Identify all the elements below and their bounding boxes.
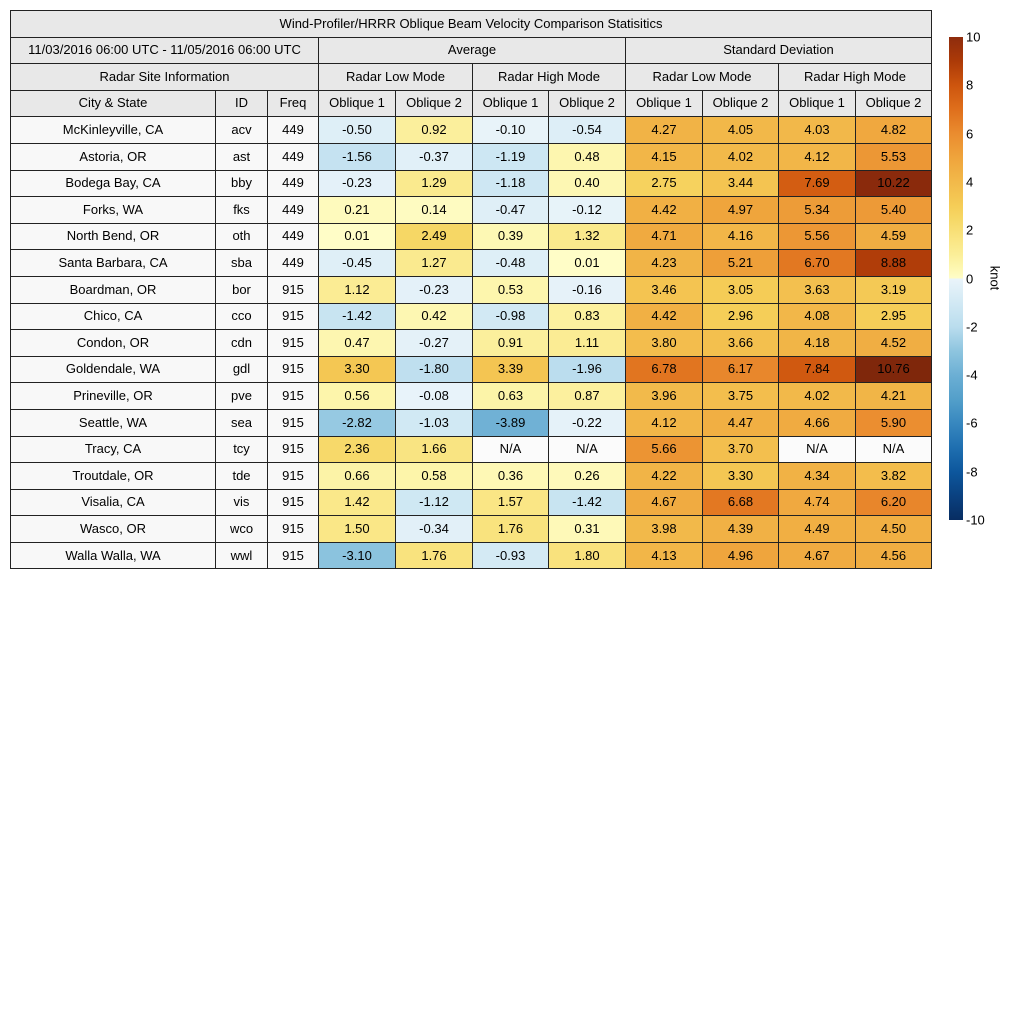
table-row bbox=[11, 436, 932, 463]
value-cell: 3.82 bbox=[856, 463, 932, 490]
value-cell: -0.27 bbox=[396, 330, 473, 357]
value-cell: 6.20 bbox=[856, 489, 932, 516]
table-row bbox=[11, 409, 932, 436]
cell-freq: 449 bbox=[268, 197, 319, 224]
cell-id: wwl bbox=[216, 542, 268, 569]
value-cell: 4.16 bbox=[703, 223, 779, 250]
value-cell: 3.30 bbox=[319, 356, 396, 383]
value-cell: 4.39 bbox=[703, 516, 779, 543]
cell-city: Chico, CA bbox=[11, 303, 216, 330]
value-cell: 0.66 bbox=[319, 463, 396, 490]
value-cell: 2.75 bbox=[626, 170, 703, 197]
value-cell: 4.42 bbox=[626, 303, 703, 330]
value-cell: 0.39 bbox=[473, 223, 549, 250]
value-cell: 1.66 bbox=[396, 436, 473, 463]
value-cell: 0.91 bbox=[473, 330, 549, 357]
value-cell: 0.42 bbox=[396, 303, 473, 330]
cell-city: North Bend, OR bbox=[11, 223, 216, 250]
value-cell: 4.03 bbox=[779, 117, 856, 144]
value-cell: -0.37 bbox=[396, 143, 473, 170]
value-cell: 4.49 bbox=[779, 516, 856, 543]
value-cell: -0.23 bbox=[396, 276, 473, 303]
cell-id: acv bbox=[216, 117, 268, 144]
cell-freq: 449 bbox=[268, 223, 319, 250]
cell-id: sea bbox=[216, 409, 268, 436]
value-cell: 0.21 bbox=[319, 197, 396, 224]
value-cell: 4.23 bbox=[626, 250, 703, 277]
value-cell: 3.46 bbox=[626, 276, 703, 303]
value-cell: 0.31 bbox=[549, 516, 626, 543]
cell-freq: 915 bbox=[268, 516, 319, 543]
cell-freq: 449 bbox=[268, 170, 319, 197]
cell-freq: 915 bbox=[268, 409, 319, 436]
value-cell: 3.66 bbox=[703, 330, 779, 357]
col-header-oblique2: Oblique 2 bbox=[396, 90, 473, 117]
value-cell: 4.96 bbox=[703, 542, 779, 569]
value-cell: 0.40 bbox=[549, 170, 626, 197]
table-row bbox=[11, 356, 932, 383]
value-cell: 4.05 bbox=[703, 117, 779, 144]
value-cell: 10.76 bbox=[856, 356, 932, 383]
value-cell: 1.80 bbox=[549, 542, 626, 569]
value-cell: 5.21 bbox=[703, 250, 779, 277]
value-cell: 0.36 bbox=[473, 463, 549, 490]
value-cell: -1.56 bbox=[319, 143, 396, 170]
table-row bbox=[11, 489, 932, 516]
date-range: 11/03/2016 06:00 UTC - 11/05/2016 06:00 UTC bbox=[11, 37, 319, 64]
value-cell: 4.18 bbox=[779, 330, 856, 357]
value-cell: 1.76 bbox=[473, 516, 549, 543]
value-cell: -1.96 bbox=[549, 356, 626, 383]
cell-id: pve bbox=[216, 383, 268, 410]
cell-freq: 449 bbox=[268, 143, 319, 170]
value-cell: 5.34 bbox=[779, 197, 856, 224]
value-cell: 0.53 bbox=[473, 276, 549, 303]
col-header-freq: Freq bbox=[268, 90, 319, 117]
col-header-id: ID bbox=[216, 90, 268, 117]
cell-id: ast bbox=[216, 143, 268, 170]
value-cell: 3.39 bbox=[473, 356, 549, 383]
cell-freq: 915 bbox=[268, 276, 319, 303]
cell-freq: 915 bbox=[268, 463, 319, 490]
table-row bbox=[11, 143, 932, 170]
cell-freq: 915 bbox=[268, 542, 319, 569]
value-cell: 4.27 bbox=[626, 117, 703, 144]
col-header-oblique1: Oblique 1 bbox=[626, 90, 703, 117]
cell-freq: 449 bbox=[268, 117, 319, 144]
cell-city: Forks, WA bbox=[11, 197, 216, 224]
value-cell: -1.42 bbox=[549, 489, 626, 516]
cell-city: Bodega Bay, CA bbox=[11, 170, 216, 197]
colorbar-tick-label: 6 bbox=[966, 126, 974, 142]
table-title: Wind-Profiler/HRRR Oblique Beam Velocity Comparison Statisitics bbox=[11, 11, 932, 38]
value-cell: 0.87 bbox=[549, 383, 626, 410]
cell-city: Goldendale, WA bbox=[11, 356, 216, 383]
value-cell: 3.30 bbox=[703, 463, 779, 490]
value-cell: -3.10 bbox=[319, 542, 396, 569]
colorbar-tick-label: 8 bbox=[966, 77, 974, 93]
value-cell: 4.42 bbox=[626, 197, 703, 224]
value-cell: 4.08 bbox=[779, 303, 856, 330]
value-cell: 4.21 bbox=[856, 383, 932, 410]
colorbar-tick-label: -8 bbox=[966, 464, 978, 480]
cell-freq: 915 bbox=[268, 436, 319, 463]
value-cell: -0.93 bbox=[473, 542, 549, 569]
value-cell: 4.59 bbox=[856, 223, 932, 250]
table-row bbox=[11, 250, 932, 277]
colorbar-tick-label: 10 bbox=[966, 29, 981, 45]
cell-city: McKinleyville, CA bbox=[11, 117, 216, 144]
cell-freq: 915 bbox=[268, 489, 319, 516]
cell-id: tcy bbox=[216, 436, 268, 463]
cell-freq: 915 bbox=[268, 383, 319, 410]
table-row bbox=[11, 542, 932, 569]
cell-freq: 449 bbox=[268, 250, 319, 277]
value-cell: 3.63 bbox=[779, 276, 856, 303]
value-cell: 2.96 bbox=[703, 303, 779, 330]
cell-id: fks bbox=[216, 197, 268, 224]
cell-city: Wasco, OR bbox=[11, 516, 216, 543]
value-cell: -0.12 bbox=[549, 197, 626, 224]
value-cell: 4.97 bbox=[703, 197, 779, 224]
value-cell: 4.67 bbox=[779, 542, 856, 569]
title-row bbox=[11, 11, 932, 38]
col-header-oblique2: Oblique 2 bbox=[856, 90, 932, 117]
value-cell: 4.12 bbox=[626, 409, 703, 436]
value-cell: 1.76 bbox=[396, 542, 473, 569]
value-cell: 1.27 bbox=[396, 250, 473, 277]
cell-id: wco bbox=[216, 516, 268, 543]
value-cell: -1.12 bbox=[396, 489, 473, 516]
value-cell: 0.01 bbox=[549, 250, 626, 277]
value-cell: 1.11 bbox=[549, 330, 626, 357]
value-cell: 6.17 bbox=[703, 356, 779, 383]
value-cell: -0.08 bbox=[396, 383, 473, 410]
value-cell: -0.48 bbox=[473, 250, 549, 277]
value-cell: 1.42 bbox=[319, 489, 396, 516]
cell-id: oth bbox=[216, 223, 268, 250]
colorbar-tick-label: 0 bbox=[966, 271, 974, 286]
value-cell: 1.12 bbox=[319, 276, 396, 303]
value-cell: 0.48 bbox=[549, 143, 626, 170]
value-cell: 3.19 bbox=[856, 276, 932, 303]
value-cell: 5.40 bbox=[856, 197, 932, 224]
table-row bbox=[11, 276, 932, 303]
value-cell: -2.82 bbox=[319, 409, 396, 436]
avg-low-mode-header: Radar Low Mode bbox=[319, 64, 473, 91]
value-cell: 0.63 bbox=[473, 383, 549, 410]
table-body bbox=[11, 117, 932, 569]
colorbar-tick-label: 2 bbox=[966, 222, 974, 238]
value-cell: 0.58 bbox=[396, 463, 473, 490]
value-cell: 3.98 bbox=[626, 516, 703, 543]
value-cell: -1.80 bbox=[396, 356, 473, 383]
col-header-oblique2: Oblique 2 bbox=[549, 90, 626, 117]
cell-city: Troutdale, OR bbox=[11, 463, 216, 490]
value-cell: 0.83 bbox=[549, 303, 626, 330]
mode-header-row bbox=[11, 64, 932, 91]
value-cell: 3.75 bbox=[703, 383, 779, 410]
value-cell: 5.53 bbox=[856, 143, 932, 170]
value-cell: 1.29 bbox=[396, 170, 473, 197]
colorbar bbox=[949, 37, 963, 520]
value-cell: 4.22 bbox=[626, 463, 703, 490]
value-cell: 4.71 bbox=[626, 223, 703, 250]
cell-city: Astoria, OR bbox=[11, 143, 216, 170]
table-row bbox=[11, 463, 932, 490]
value-cell: -0.54 bbox=[549, 117, 626, 144]
value-cell: 10.22 bbox=[856, 170, 932, 197]
value-cell: 4.56 bbox=[856, 542, 932, 569]
cell-id: bby bbox=[216, 170, 268, 197]
cell-city: Seattle, WA bbox=[11, 409, 216, 436]
value-cell: 6.68 bbox=[703, 489, 779, 516]
cell-freq: 915 bbox=[268, 330, 319, 357]
cell-freq: 915 bbox=[268, 356, 319, 383]
value-cell: 4.47 bbox=[703, 409, 779, 436]
value-cell: 4.02 bbox=[779, 383, 856, 410]
value-cell: 1.57 bbox=[473, 489, 549, 516]
value-cell: -0.47 bbox=[473, 197, 549, 224]
value-cell: 4.66 bbox=[779, 409, 856, 436]
stats-table bbox=[10, 10, 932, 569]
value-cell: -1.03 bbox=[396, 409, 473, 436]
value-cell: -0.34 bbox=[396, 516, 473, 543]
value-cell: 4.02 bbox=[703, 143, 779, 170]
value-cell: 4.12 bbox=[779, 143, 856, 170]
value-cell: 2.95 bbox=[856, 303, 932, 330]
table-row bbox=[11, 383, 932, 410]
value-cell: 5.56 bbox=[779, 223, 856, 250]
value-cell: 2.36 bbox=[319, 436, 396, 463]
std-high-mode-header: Radar High Mode bbox=[779, 64, 932, 91]
cell-city: Prineville, OR bbox=[11, 383, 216, 410]
value-cell: N/A bbox=[473, 436, 549, 463]
colorbar-tick-label: 4 bbox=[966, 174, 974, 190]
value-cell: 4.50 bbox=[856, 516, 932, 543]
value-cell: 4.15 bbox=[626, 143, 703, 170]
value-cell: 4.34 bbox=[779, 463, 856, 490]
colorbar-tick-label: -2 bbox=[966, 319, 978, 335]
value-cell: -0.50 bbox=[319, 117, 396, 144]
value-cell: -0.22 bbox=[549, 409, 626, 436]
table-row bbox=[11, 170, 932, 197]
value-cell: 4.52 bbox=[856, 330, 932, 357]
value-cell: 0.56 bbox=[319, 383, 396, 410]
value-cell: 4.82 bbox=[856, 117, 932, 144]
value-cell: 3.96 bbox=[626, 383, 703, 410]
value-cell: 8.88 bbox=[856, 250, 932, 277]
value-cell: -0.16 bbox=[549, 276, 626, 303]
colorbar-tick-label: -4 bbox=[966, 367, 978, 383]
value-cell: N/A bbox=[856, 436, 932, 463]
cell-city: Walla Walla, WA bbox=[11, 542, 216, 569]
value-cell: 3.44 bbox=[703, 170, 779, 197]
value-cell: N/A bbox=[549, 436, 626, 463]
cell-id: vis bbox=[216, 489, 268, 516]
table-row bbox=[11, 516, 932, 543]
value-cell: -1.19 bbox=[473, 143, 549, 170]
value-cell: 0.26 bbox=[549, 463, 626, 490]
value-cell: 0.01 bbox=[319, 223, 396, 250]
colorbar-unit-label: knot bbox=[987, 265, 1003, 291]
value-cell: 2.49 bbox=[396, 223, 473, 250]
value-cell: -0.10 bbox=[473, 117, 549, 144]
col-header-oblique2: Oblique 2 bbox=[703, 90, 779, 117]
table-row bbox=[11, 303, 932, 330]
value-cell: 4.67 bbox=[626, 489, 703, 516]
cell-id: cco bbox=[216, 303, 268, 330]
value-cell: 7.69 bbox=[779, 170, 856, 197]
cell-city: Boardman, OR bbox=[11, 276, 216, 303]
group-header-standard-deviation: Standard Deviation bbox=[626, 37, 932, 64]
cell-id: bor bbox=[216, 276, 268, 303]
value-cell: 1.32 bbox=[549, 223, 626, 250]
cell-city: Tracy, CA bbox=[11, 436, 216, 463]
value-cell: -0.45 bbox=[319, 250, 396, 277]
col-header-oblique1: Oblique 1 bbox=[319, 90, 396, 117]
colorbar-tick-label: -6 bbox=[966, 415, 978, 431]
cell-city: Visalia, CA bbox=[11, 489, 216, 516]
value-cell: 4.13 bbox=[626, 542, 703, 569]
cell-city: Santa Barbara, CA bbox=[11, 250, 216, 277]
value-cell: 3.05 bbox=[703, 276, 779, 303]
column-header-row bbox=[11, 90, 932, 117]
value-cell: -0.23 bbox=[319, 170, 396, 197]
std-low-mode-header: Radar Low Mode bbox=[626, 64, 779, 91]
value-cell: -1.18 bbox=[473, 170, 549, 197]
cell-city: Condon, OR bbox=[11, 330, 216, 357]
value-cell: 5.90 bbox=[856, 409, 932, 436]
value-cell: 1.50 bbox=[319, 516, 396, 543]
value-cell: 0.47 bbox=[319, 330, 396, 357]
value-cell: 3.80 bbox=[626, 330, 703, 357]
value-cell: 6.78 bbox=[626, 356, 703, 383]
cell-id: tde bbox=[216, 463, 268, 490]
value-cell: 0.92 bbox=[396, 117, 473, 144]
col-header-oblique1: Oblique 1 bbox=[473, 90, 549, 117]
group-header-average: Average bbox=[319, 37, 626, 64]
group-header-row bbox=[11, 37, 932, 64]
value-cell: 7.84 bbox=[779, 356, 856, 383]
cell-freq: 915 bbox=[268, 303, 319, 330]
value-cell: -3.89 bbox=[473, 409, 549, 436]
col-header-oblique1: Oblique 1 bbox=[779, 90, 856, 117]
value-cell: 3.70 bbox=[703, 436, 779, 463]
radar-site-information-header: Radar Site Information bbox=[11, 64, 319, 91]
value-cell: N/A bbox=[779, 436, 856, 463]
col-header-city: City & State bbox=[11, 90, 216, 117]
value-cell: 0.14 bbox=[396, 197, 473, 224]
value-cell: -1.42 bbox=[319, 303, 396, 330]
table-row bbox=[11, 330, 932, 357]
value-cell: -0.98 bbox=[473, 303, 549, 330]
table-row bbox=[11, 223, 932, 250]
cell-id: gdl bbox=[216, 356, 268, 383]
value-cell: 6.70 bbox=[779, 250, 856, 277]
value-cell: 4.74 bbox=[779, 489, 856, 516]
colorbar-tick-label: -10 bbox=[966, 512, 985, 528]
value-cell: 5.66 bbox=[626, 436, 703, 463]
table-row bbox=[11, 117, 932, 144]
cell-id: cdn bbox=[216, 330, 268, 357]
cell-id: sba bbox=[216, 250, 268, 277]
table-row bbox=[11, 197, 932, 224]
avg-high-mode-header: Radar High Mode bbox=[473, 64, 626, 91]
